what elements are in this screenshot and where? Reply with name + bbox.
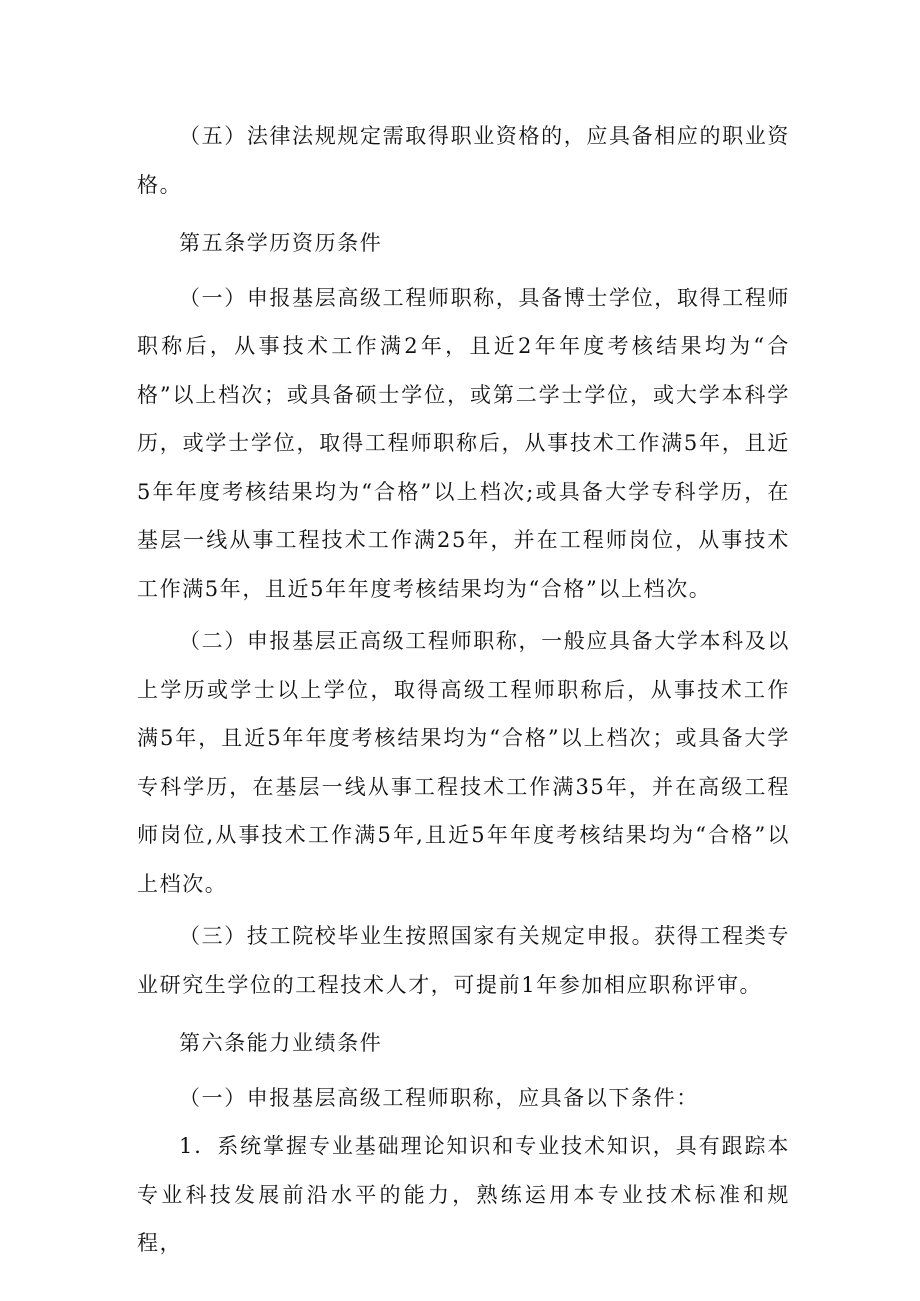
paragraph-qualification-5: （五）法律法规规定需取得职业资格的，应具备相应的职业资格。	[137, 124, 790, 197]
paragraph-senior-engineer-ability: （一）申报基层高级工程师职称，应具备以下条件：	[179, 1085, 699, 1110]
article-6-heading: 第六条能力业绩条件	[179, 1031, 383, 1055]
paragraph-professor-engineer-education: （二）申报基层正高级工程师职称，一般应具备大学本科及以上学历或学士以上学位，取得高级工程师职称后，从事技术工作满5年，且近5年年度考核结果均为“合格”以上档次；或具备大学专科学历，在基层一线从事工程技术工作满35年，并在高级工程师岗位,从事技术工作满5年,且近5年年度考核结果均为“合格”以上档次。	[137, 629, 790, 896]
paragraph-technical-school-graduates: （三）技工院校毕业生按照国家有关规定申报。获得工程类专业研究生学位的工程技术人才，可提前1年参加相应职称评审。	[137, 924, 790, 997]
article-5-heading: 第五条学历资历条件	[179, 231, 383, 255]
document-body	[137, 112, 790, 1268]
paragraph-senior-engineer-education: （一）申报基层高级工程师职称，具备博士学位，取得工程师职称后，从事技术工作满2年，且近2年年度考核结果均为“合格”以上档次；或具备硕士学位，或第二学士学位，或大学本科学历，或学士学位，取得工程师职称后，从事技术工作满5年，且近5年年度考核结果均为“合格”以上档次;或具备大学专科学历，在基层一线从事工程技术工作满25年，并在工程师岗位，从事技术工作满5年，且近5年年度考核结果均为“合格”以上档次。	[137, 285, 790, 601]
list-item-1: 1．系统掌握专业基础理论知识和专业技术知识，具有跟踪本专业科技发展前沿水平的能力，熟练运用本专业技术标准和规程，	[137, 1134, 790, 1255]
